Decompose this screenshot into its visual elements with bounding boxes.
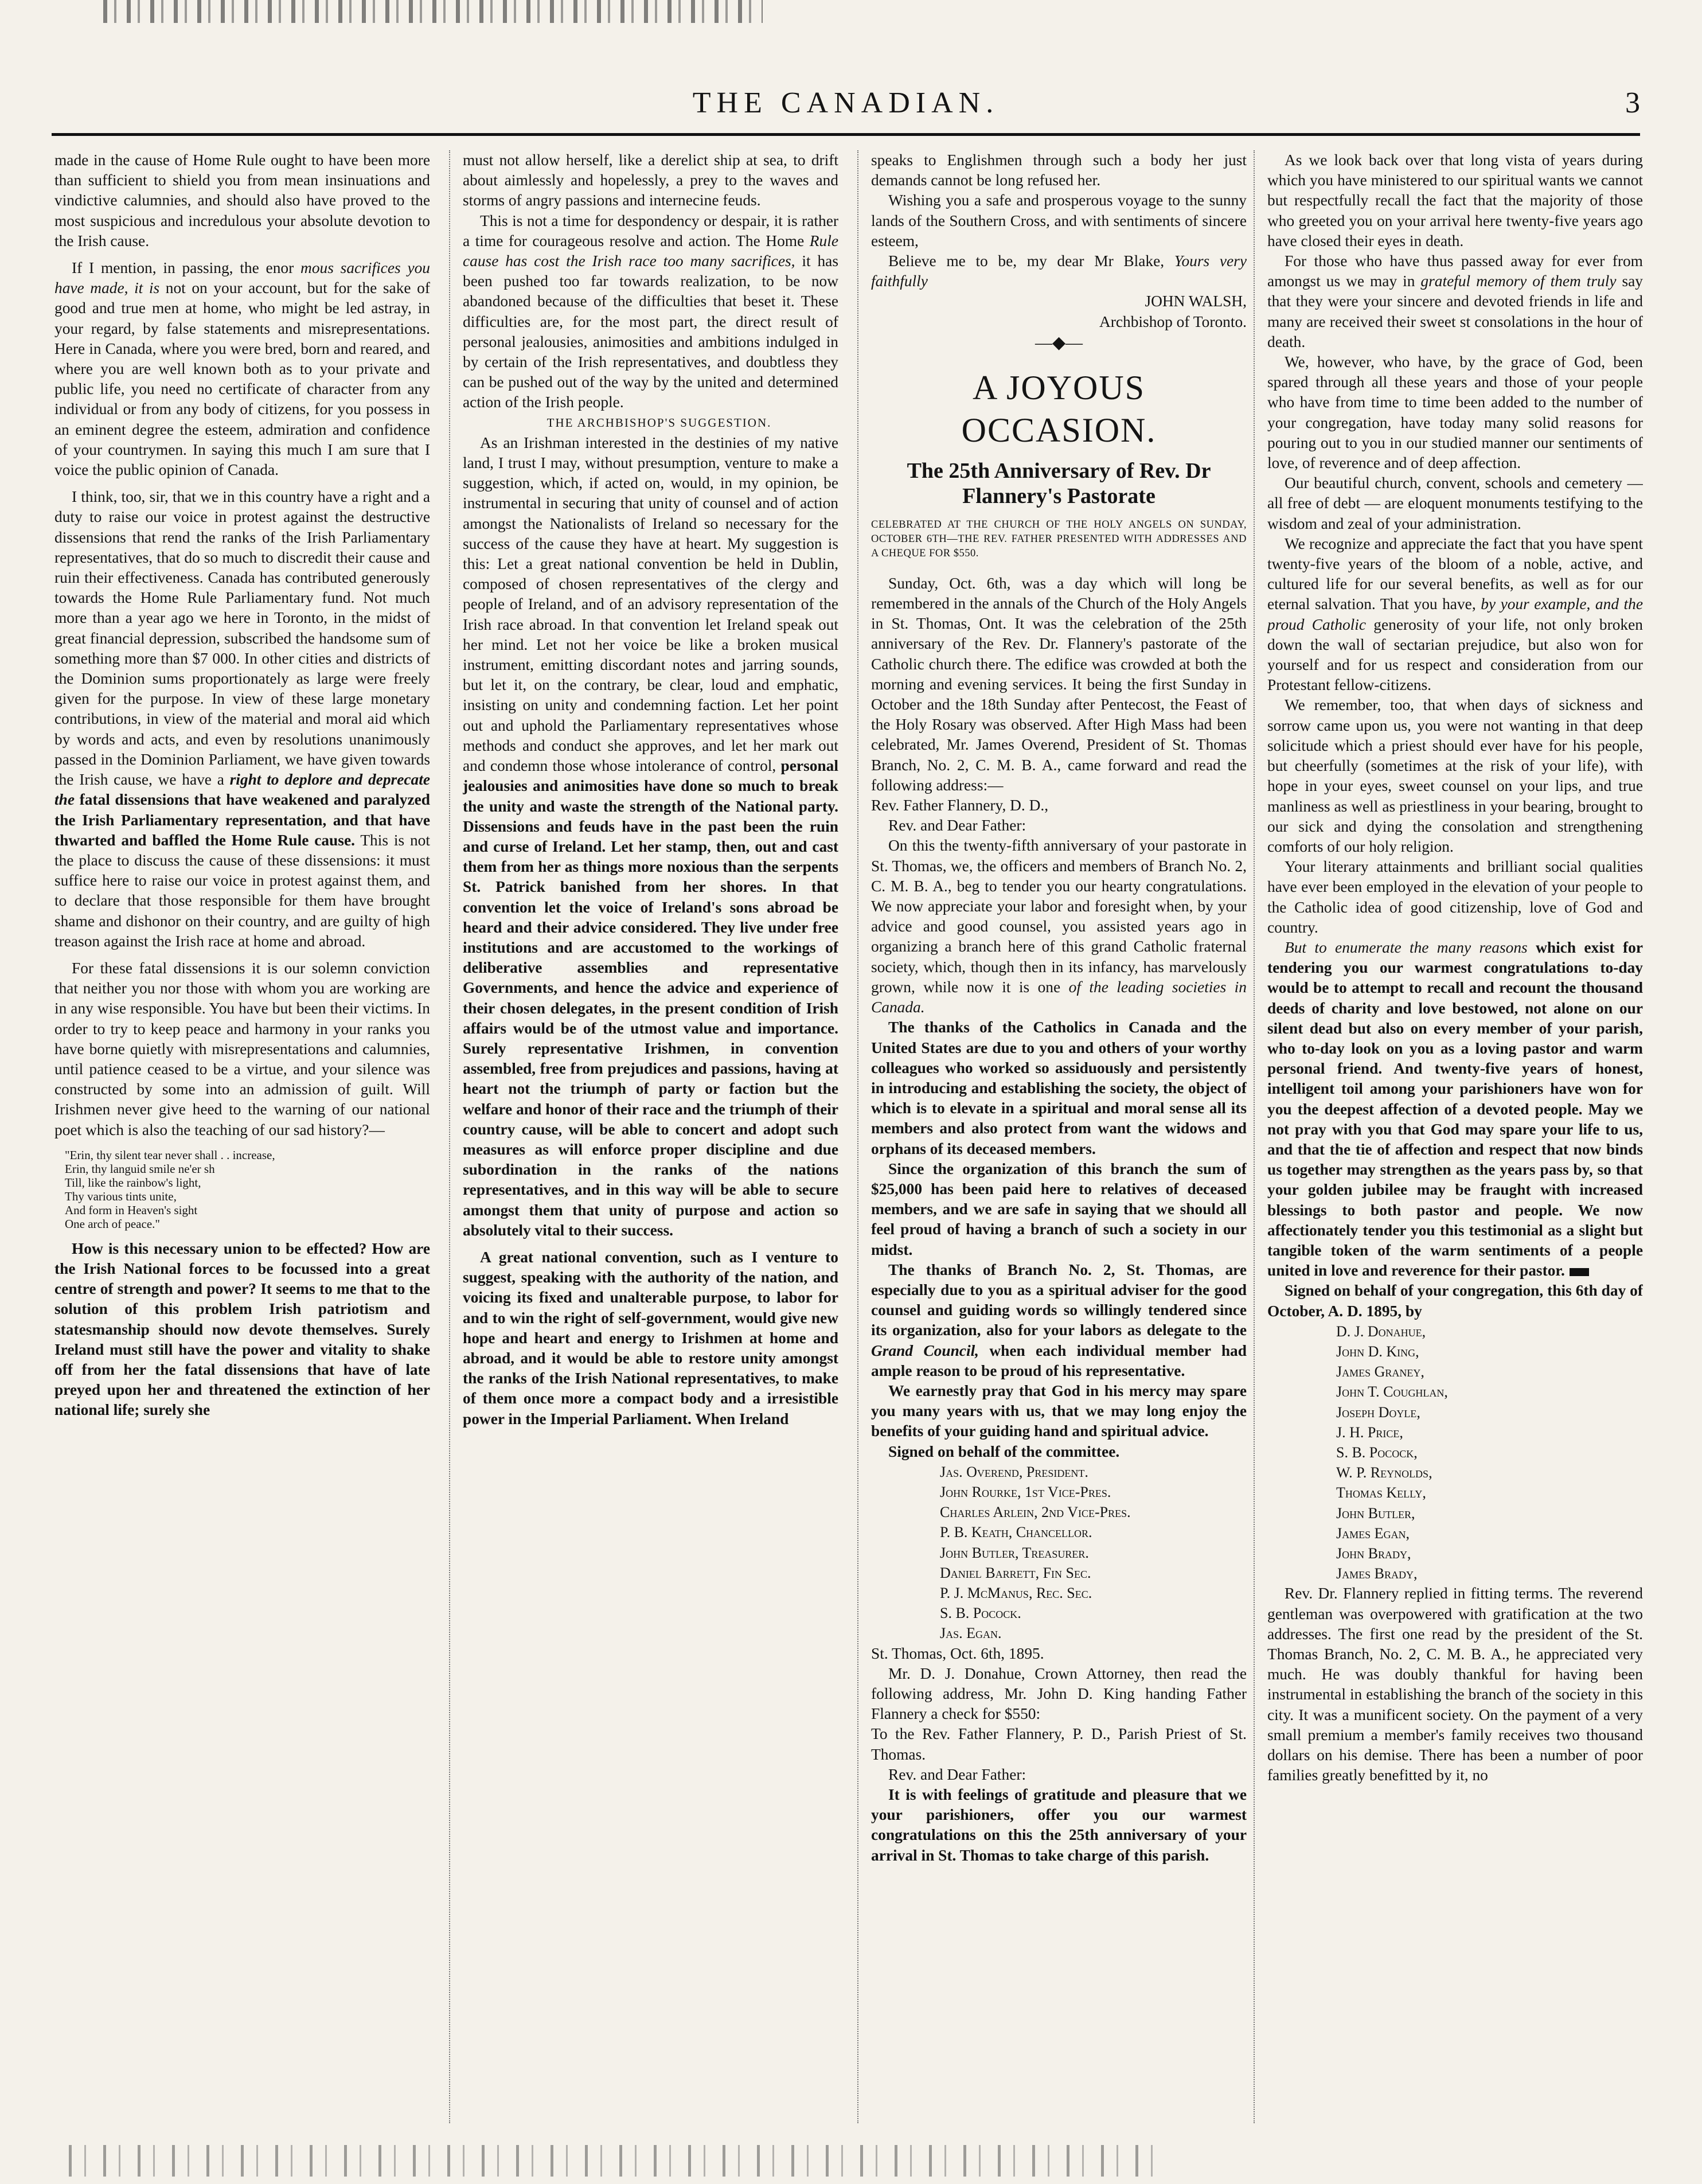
paragraph [871,251,1247,291]
committee-list [940,1462,1247,1644]
committee-member: S. B. Pocock. [940,1605,1021,1622]
paragraph: Since the organization of this branch the sum of $25,000 has been paid here to relatives of deceased members, and we are safe in saying that we should all feel proud of having a branch of such a society in our midst. [871,1160,1247,1258]
paragraph: Our beautiful church, convent, schools and cemetery — all free of debt — are eloquent monuments testifying to the wisdom and zeal of your administration. [1267,474,1643,532]
bold-run: fatal dissensions that have weakened and paralyzed the Irish Parliamentary representation, and that have thwarted and baffled the Home Rule cause. [54,791,430,849]
committee-member: John Rourke, 1st Vice-Pres. [940,1483,1111,1500]
masthead-rule [52,133,1640,136]
signer: John D. King, [1336,1343,1419,1360]
signer: James Egan, [1336,1524,1410,1542]
paragraph: It is with feelings of gratitude and pleasure that we your parishioners, offer you our warmest congratulations on this the 25th anniversary of your arrival in St. Thomas to take charge of this parish. [871,1786,1247,1864]
signer: D. J. Donahue, [1336,1323,1426,1340]
signer: Joseph Doyle, [1336,1403,1420,1421]
signer: W. P. Reynolds, [1336,1464,1432,1481]
bold-run: The thanks of the Catholics in Canada and the United States are due to you [871,1019,1247,1056]
masthead [52,86,1640,120]
paragraph [54,487,430,951]
article-summary: CELEBRATED AT THE CHURCH OF THE HOLY ANGELS ON SUNDAY, OCTOBER 6TH—THE REV. FATHER PRESENTED WITH ADDRESSES AND A CHEQUE FOR $550. [871,518,1247,559]
column-4 [1267,150,1643,2123]
poem-line: One arch of peace." [65,1216,160,1231]
paragraph [871,836,1247,1017]
paragraph: Rev. Dr. Flannery replied in fitting terms. The reverend gentleman was overpowered with gratification at the two addresses. The first one read by the president of the St. Thomas Branch, No. 2, C. M. B. A., he appreciated very much. He was doubly thankful for having been instrumental in establishing the branch of the society in this city. It was a munificent society. On the payment of a very small premium a member's family receives two thousand dollars on his demise. There has been a number of poor families greatly benefitted by it, no [1267,1585,1643,1784]
signer: John Butler, [1336,1504,1415,1522]
text-run: say that they were your sincere and devoted friends in life and many are received their sweet st consolations in the hour of death. [1267,272,1643,350]
paragraph: As we look back over that long vista of years during which you have ministered to our spiritual wants we cannot but respectfully recall the fact that the majority of those who greeted you on your arrival here twenty-five years ago have closed their eyes in death. [1267,151,1643,249]
paragraph: We, however, who have, by the grace of God, been spared through all these years and those of your people who have from time to time been added to the number of your congregation, have today many solid reasons for pouring out to you in our studied manner our sentiments of love, of reverence and of deep affection. [1267,353,1643,472]
text-run: it has been pushed too far towards realization, to be now abandoned because of the difficulties that beset it. These difficulties are, for the most part, the direct result of personal jealousies, animosities and ambitions indulged in by certain of the Irish representatives, and doubtless they can be pushed out of the way by the united and determined action of the Irish people. [463,252,838,411]
paragraph: Signed on behalf of the committee. [888,1442,1120,1460]
bold-run: personal jealousies and animosities have done so much to break the unity and waste the strength of the National party. [463,757,838,815]
italic-run: grateful memory of them truly [1420,272,1617,290]
signer: Thomas Kelly, [1336,1484,1426,1502]
text-run: I think, too, sir, that we in this country have a right and a duty to raise our voice in protest against the destructive dissensions that rend the ranks of the Irish Parliamentary representatives, that do so much to discredit their cause and ruin their effectiveness. Canada has contributed generously towards the Home Rule Parliamentary fund. Not much more than a year ago we here in Toronto, in the midst of great financial depression, subscribed the handsome sum of something more than $7 000. In other cities and districts of the Dominion sums proportionately as large were freely given for the purpose. In view of these large monetary contributions, in view of the material and moral aid which by words and acts, and even by resolutions unanimously passed in the Dominion Parliament, we have given towards the Irish cause, we have a [54,488,430,789]
paragraph: made in the cause of Home Rule ought to have been more than sufficient to shield you from mean insinuations and vindictive calumnies, and should also have proved to the most suspicious and incredulous your absolute devotion to the Irish cause. [54,151,430,249]
committee-member: Jas. Overend, President. [940,1463,1088,1480]
salutation: Rev. and Dear Father: [888,817,1026,834]
salutation: Rev. and Dear Father: [888,1765,1026,1783]
address-line: To the Rev. Father Flannery, P. D., Parish Priest of St. Thomas. [871,1725,1247,1763]
italic-run: Yours very faithfully [871,252,1247,290]
text-run: not on your account, but for the sake of good and true men at home, who might be led astray, in your regard, by false statements and misrepresentations. Here in Canada, where you were bred, born and reared, and where you are well known both as to your private and public life, you need no certificate of character from any individual or from any body of citizens, for you possess in an eminent degree the esteem, admiration and confidence of your countrymen. In saying this much I am sure that I voice the public opinion of Canada. [54,279,430,479]
poem-quote [65,1148,430,1231]
committee-member: P. B. Keath, Chancellor. [940,1524,1092,1541]
paragraph: Signed on behalf of your congregation, this 6th day of October, A. D. 1895, by [1267,1282,1643,1320]
paragraph: A great national convention, such as I venture to suggest, speaking with the authority of the nation, and voicing its fixed and unalterable purpose, to labor for and to win the right of self-government, would give new hope and heart and energy to Irishmen at home and abroad, and it would be able to restore unity amongst the ranks of the Irish National representatives, to make of them once more a compact body and a irresistible power in the Imperial Parliament. When Ireland [463,1248,838,1428]
ornament-rule: —◆— [1035,333,1083,352]
bold-run: Dissensions and feuds have in the past been the ruin and curse of Ireland. Let her stamp, then, out and cast them from her as things more noxious than the serpents St. Patrick banished from her shores. In that convention let the voice of Ireland's sons abroad be heard and their advice considered. They live under free institutions and are accustomed to the workings of deliberative assemblies and representative Governments, and hence the advice and experience of their chosen delegates, in the present condition of Irish affairs would be of the utmost value and importance. Surely representative Irishmen, in convention assembled, free from prejudices and passions, having at heart not the triumph of party or faction but the welfare and honor of their race and the triumph of their country cause, will be able to concert and adopt such measures as will enforce proper discipline and due subordination in the ranks of the nations representatives, and in this way will be able to secure amongst them that unity of purpose and action so absolutely vital to their success. [463,817,838,1239]
paragraph: Your literary attainments and brilliant social qualities have ever been employed in the elevation of your people to the Catholic idea of good citizenship, love of God and country. [1267,858,1643,936]
signer-list [1336,1321,1643,1584]
text-run: This is not the place to discuss the cause of these dissensions: it must suffice here to raise our voice in protest against them, and to declare that those responsible for them have brought shame and dishonor on their country, and are guilty of high treason against the Irish race at home and abroad. [54,831,430,950]
paragraph: How is this necessary union to be effected? How are the Irish National forces to be focussed into a great centre of strength and power? It seems to me that to the solution of this problem Irish patriotism and statesmanship should now devote themselves. Surely Ireland must still have the power and vitality to shake off from her the fatal dissensions that have of late preyed upon her and threatened the extinction of her national life; surely she [54,1239,430,1419]
article-subheadline: The 25th Anniversary of Rev. Dr Flannery's Pastorate [907,458,1211,508]
signer: S. B. Pocock, [1336,1444,1418,1461]
text-run: Believe me to be, my dear Mr Blake, [888,252,1165,270]
hand-pointer-icon [1570,1268,1589,1276]
italic-run: Grand Council, [871,1341,979,1359]
italic-run: But to enumerate the many reasons [1285,938,1528,956]
signer: John Brady, [1336,1545,1411,1562]
date-line: St. Thomas, Oct. 6th, 1895. [871,1644,1044,1662]
emphasis-run: right to deplore and deprecate the [54,771,430,809]
signer: John T. Coughlan, [1336,1383,1448,1401]
poem-line: Erin, thy languid smile ne'er sh [65,1161,215,1176]
column-2 [463,150,838,2123]
paragraph [871,1017,1247,1159]
column-1 [54,150,430,2123]
paragraph [871,1260,1247,1381]
newspaper-title: THE CANADIAN. [692,87,1000,119]
poem-line: And form in Heaven's sight [65,1203,198,1217]
paragraph: For these fatal dissensions it is our solemn conviction that neither you nor those with whom you are working are in any wise responsible. You have but been their victims. In order to try to keep peace and harmony in your ranks you have borne quietly with misrepresentations and calumnies, until patience ceased to be a virtue, and your silence was constructed by some into an admission of guilt. Will Irishmen never give heed to the warning of our national poet which is also the teaching of our sad history?— [54,959,430,1138]
salutation: Rev. Father Flannery, D. D., [871,797,1049,814]
paragraph: must not allow herself, like a derelict ship at sea, to drift about aimlessly and hopelessly, a prey to the waves and storms of angry passions and internecine feuds. [463,151,838,209]
committee-member: Jas. Egan. [940,1625,1002,1642]
paragraph [463,211,838,413]
text-run: when each individual member had ample reason to be proud of his representative. [871,1341,1247,1379]
paragraph: We remember, too, that when days of sickness and sorrow came upon us, you were not wanting in that deep solicitude which a priest should ever have for his people, but cheerfully (sometimes at the risk of your life), with hope in your eyes, sweet counsel on your lips, and true manliness as well as priestliness in your bearing, brought to our sick and dying the consolation and strengthening comforts of our holy religion. [1267,696,1643,855]
italic-run: mous sacrifices you have made, it is [54,259,430,297]
paragraph [1267,938,1643,1281]
paragraph: We earnestly pray that God in his mercy may spare you many years with us, that we may long enjoy the benefits of your guiding hand and spiritual advice. [871,1382,1247,1440]
signer: James Graney, [1336,1363,1424,1380]
signer: J. H. Price, [1336,1424,1403,1441]
poem-line: Till, like the rainbow's light, [65,1175,201,1190]
paragraph [1267,251,1643,352]
scan-noise-bottom [69,2145,1158,2177]
committee-member: Charles Arlein, 2nd Vice-Pres. [940,1504,1131,1521]
poem-line: "Erin, thy silent tear never shall . . increase, [65,1148,275,1162]
signature-name: JOHN WALSH, [1145,292,1247,310]
page-number: 3 [1625,87,1640,119]
italic-run: by your example, and the proud Catholic [1267,595,1643,633]
paragraph [54,258,430,480]
section-subhead: THE ARCHBISHOP'S SUGGESTION. [546,415,772,430]
scan-noise-top [103,0,763,23]
signature-title: Archbishop of Toronto. [1099,313,1247,330]
committee-member: John Butler, Treasurer. [940,1544,1089,1561]
bold-run: which exist for tendering you our warmest congratulations to-day would be to attempt to recall and recount the thousand deeds of charity and love bestowed, not alone on our silent dead but also on every member of your parish, who to-day look on you as a loving pastor and warm personal friend. And twenty-five years of honest, intelligent toil among your parishioners have won for you the deepest affection of a devoted people. May we not pray with you that God may spare your life to us, and that the tie of affection and respect that now binds us together may strengthen as the years pass by, so that your golden jubilee may be fraught with increased blessings to both pastor and people. We now affectionately tender you this testimonial as a slight but tangible token of the warm sentiments of a people united in love and reverence for their pastor. [1267,938,1643,1280]
text-run: If I mention, in passing, the enor [72,259,294,277]
column-3 [871,150,1247,2123]
text-run: As an Irishman interested in the destinies of my native land, I trust I may, without presumption, venture to make a suggestion, which, if acted on, would, in my opinion, be instrumental in securing that unity of counsel and of action amongst the Nationalists of Ireland so necessary for the success of the cause they have at heart. My suggestion is this: Let a great national convention be held in Dublin, composed of chosen representatives of the clergy and people of Ireland, and of an advisory representation of the Irish race abroad. In that convention let Ireland speak out her mind. Let not her voice be like a broken musical instrument, emitting discordant notes and jarring sounds, but let it, on the contrary, be clear, loud and emphatic, insisting on unity and condemning faction. Let her point out and uphold the Parliamentary representatives whose methods and conduct she approves, and let her mark out and condemn those whose intolerance of control, [463,434,838,775]
text-run: The thanks of Branch No. 2, St. Thomas, are especially due to you as a spiritual adviser for the good counsel and guiding words so willingly tendered since its organization, also for your labors as delegate to the [871,1261,1247,1339]
committee-member: Daniel Barrett, Fin Sec. [940,1564,1091,1581]
text-run: For those who have thus passed away for ever from amongst us we may in [1267,252,1643,290]
paragraph: Wishing you a safe and prosperous voyage to the sunny lands of the Southern Cross, and with sentiments of sincere esteem, [871,192,1247,249]
text-run: and others of your worthy colleagues who worked so assiduously and persistently in introducing and establishing the society, the object of which is to elevate in a spiritual and moral sense all its members and also protect from want the widows and orphans of its deceased members. [871,1039,1247,1157]
poem-line: Thy various tints unite, [65,1189,177,1203]
article-columns [54,150,1643,2123]
article-headline: A JOYOUS OCCASION. [961,368,1157,449]
committee-member: P. J. McManus, Rec. Sec. [940,1584,1092,1601]
text-run: generosity of your life, not only broken down the wall of sectarian prejudice, but also won for yourself and for us respect and consideration from our Protestant fellow-citizens. [1267,615,1643,694]
text-run: This is not a time for despondency or despair, it is rather a time for courageous resolve and action. The Home [463,212,838,249]
italic-run: Rule cause has cost the Irish race too many sacrifices, [463,232,838,270]
paragraph: Sunday, Oct. 6th, was a day which will long be remembered in the annals of the Church of the Holy Angels in St. Thomas, Ont. It was the celebration of the 25th anniversary of the Rev. Dr. Flannery's pastorate of the Catholic church there. The edifice was crowded at both the morning and evening services. It being the first Sunday in October and the 18th Sunday after Pentecost, the Feast of the Holy Rosary was observed. After High Mass had been celebrated, Mr. James Overend, President of St. Thomas Branch, No. 2, C. M. B. A., came forward and read the following address:— [871,574,1247,794]
text-run: We recognize and appreciate the fact that you have spent twenty-five years of the bloom of a noble, active, and cultured life for our several benefits, as well as for our eternal salvation. That you have, [1267,535,1643,613]
paragraph [1267,534,1643,696]
italic-run: of the leading societies in Canada. [871,978,1247,1016]
text-run: On this the twenty-fifth anniversary of your pastorate in St. Thomas, we, the officers and members of Branch No. 2, C. M. B. A., beg to tender you our hearty congratulations. We now appreciate your labor and foresight when, by your advice and good counsel, you assisted years ago in organizing a branch here of this grand Catholic fraternal society, which, though then in its infancy, has marvelously grown, while now it is one [871,837,1247,996]
signer: James Brady, [1336,1565,1418,1582]
paragraph [463,433,838,1241]
paragraph: speaks to Englishmen through such a body her just demands cannot be long refused her. [871,151,1247,189]
paragraph: Mr. D. J. Donahue, Crown Attorney, then read the following address, Mr. John D. King handing Father Flannery a check for $550: [871,1664,1247,1723]
